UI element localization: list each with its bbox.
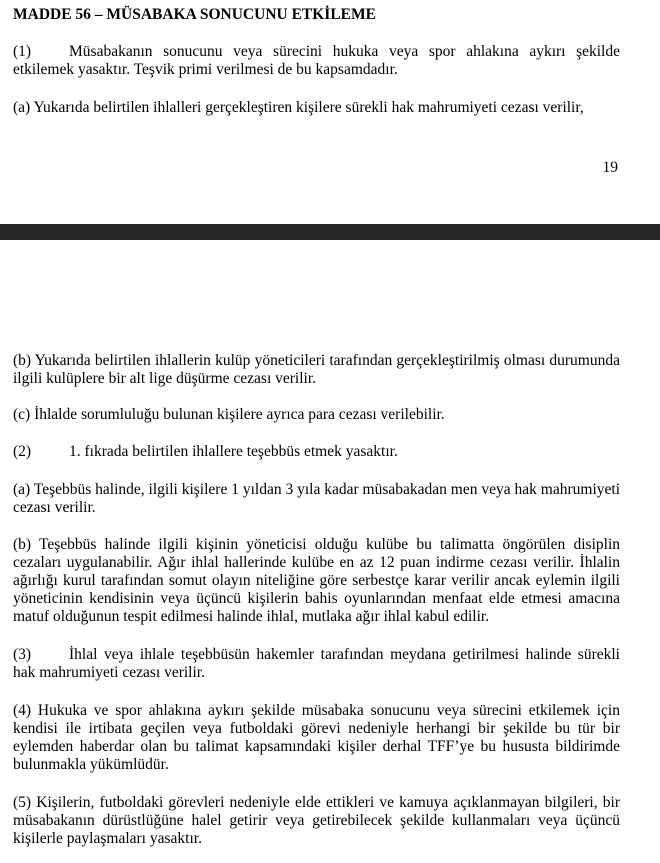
- paragraph-4: (4) Hukuka ve spor ahlakına aykırı şekilde müsabaka sonucunu veya sürecini etkilemek için kendisi ile irtibata geçilen veya futboldaki görevi nedeniyle herhangi bir şekilde bu tür bir eylemden haberdar olan bu talimat kapsamındaki kişiler derhal TFF’ye bu hususta bildirimde bulunmakla yükümlüdür.: [13, 702, 620, 773]
- document-page-19: [0, 0, 660, 224]
- paragraph-1a: (a) Yukarıda belirtilen ihlalleri gerçekleştiren kişilere sürekli hak mahrumiyeti cezası verilir,: [13, 99, 584, 116]
- paragraph-1c: (c) İhlalde sorumluluğu bulunan kişilere ayrıca para cezası verilebilir.: [13, 406, 445, 423]
- page-number: 19: [602, 159, 618, 176]
- paragraph-number: (1): [13, 43, 32, 60]
- page-separator: [0, 224, 660, 240]
- article-title: MADDE 56 – MÜSABAKA SONUCUNU ETKİLEME: [13, 6, 376, 23]
- paragraph-5: (5) Kişilerin, futboldaki görevleri nedeniyle elde ettikleri ve kamuya açıklanmayan bilgileri, bir müsabakanın dürüstlüğüne halel getirir veya getirebilecek şekilde kullanmaları veya üçüncü kişilerle paylaşmaları yasaktır.: [13, 794, 620, 847]
- paragraph-1b: (b) Yukarıda belirtilen ihlallerin kulüp yöneticileri tarafından gerçekleştirilmiş olması durumunda ilgili kulüplere bir alt lige düşürme cezası verilir.: [13, 352, 620, 387]
- paragraph-text: 1. fıkrada belirtilen ihlallere teşebbüs etmek yasaktır.: [69, 443, 398, 460]
- paragraph-2: [13, 443, 620, 461]
- paragraph-2b: (b) Teşebbüs halinde ilgili kişinin yöneticisi olduğu kulübe bu talimatta öngörülen disiplin cezaları uygulanabilir. Ağır ihlal hallerinde kulübe en az 12 puan indirme cezası verilir. İhlalin ağırlığı kurul tarafından somut olayın niteliğine göre serbestçe karar verilir ancak eylemin ilgili yöneticinin kendisinin veya üçüncü kişilerin bahis oyunlarından menfaat elde etmesi amacına matuf olduğunun tespit edilmesi halinde ihlal, mutlaka ağır ihlal kabul edilir.: [13, 536, 620, 625]
- paragraph-text: İhlal veya ihlale teşebbüsün hakemler tarafından meydana getirilmesi halinde sürekli hak mahrumiyeti cezası verilir.: [13, 646, 620, 681]
- paragraph-3: [13, 646, 620, 682]
- paragraph-text: Müsabakanın sonucunu veya sürecini hukuka veya spor ahlakına aykırı şekilde etkilemek yasaktır. Teşvik primi verilmesi de bu kapsamdadır.: [13, 43, 620, 78]
- paragraph-number: (2): [13, 443, 32, 460]
- paragraph-2a: (a) Teşebbüs halinde, ilgili kişilere 1 yıldan 3 yıla kadar müsabakadan men veya hak mahrumiyeti cezası verilir.: [13, 481, 620, 516]
- paragraph-number: (3): [13, 646, 32, 663]
- document-page-20: [0, 240, 660, 863]
- paragraph-1: [13, 43, 620, 79]
